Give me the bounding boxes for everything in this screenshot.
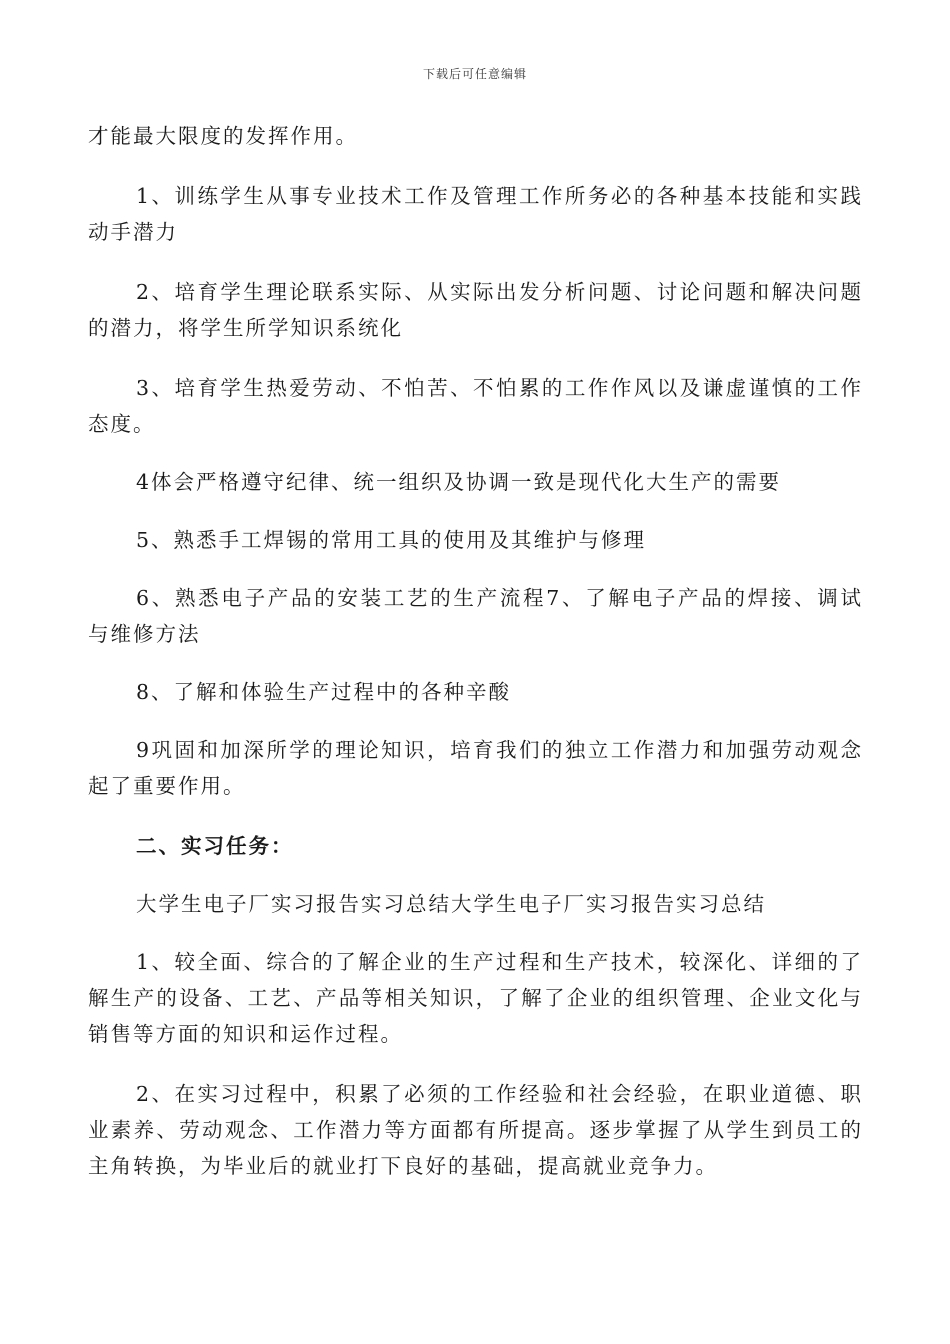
page-header: 下载后可任意编辑: [422, 67, 527, 81]
paragraph-item-5: 5、熟悉手工焊锡的常用工具的使用及其维护与修理: [136, 528, 647, 552]
paragraph-continuation: 才能最大限度的发挥作用。: [88, 124, 358, 148]
paragraph-item-1: 1、训练学生从事专业技术工作及管理工作所务必的各种基本技能和实践动手潜力: [88, 184, 863, 244]
section-heading: 二、实习任务：: [136, 834, 294, 858]
paragraph-item-3: 3、培育学生热爱劳动、不怕苦、不怕累的工作作风以及谦虚谨慎的工作态度。: [88, 376, 863, 436]
document-body: [88, 118, 863, 1184]
section-paragraph-2: 2、在实习过程中，积累了必须的工作经验和社会经验，在职业道德、职业素养、劳动观念、工作潜力等方面都有所提高。逐步掌握了从学生到员工的主角转换，为毕业后的就业打下良好的基础，提高就业竞争力。: [88, 1082, 863, 1178]
paragraph-item-2: 2、培育学生理论联系实际、从实际出发分析问题、讨论问题和解决问题的潜力，将学生所学知识系统化: [88, 280, 863, 340]
paragraph-item-6-7: 6、熟悉电子产品的安装工艺的生产流程7、了解电子产品的焊接、调试与维修方法: [88, 586, 863, 646]
paragraph-item-4: 4体会严格遵守纪律、统一组织及协调一致是现代化大生产的需要: [136, 470, 782, 494]
paragraph-item-8: 8、了解和体验生产过程中的各种辛酸: [136, 680, 512, 704]
section-paragraph-1: 1、较全面、综合的了解企业的生产过程和生产技术，较深化、详细的了解生产的设备、工艺、产品等相关知识，了解了企业的组织管理、企业文化与销售等方面的知识和运作过程。: [88, 950, 863, 1046]
paragraph-item-9: 9巩固和加深所学的理论知识，培育我们的独立工作潜力和加强劳动观念起了重要作用。: [88, 738, 863, 798]
section-intro: 大学生电子厂实习报告实习总结大学生电子厂实习报告实习总结: [136, 892, 766, 916]
